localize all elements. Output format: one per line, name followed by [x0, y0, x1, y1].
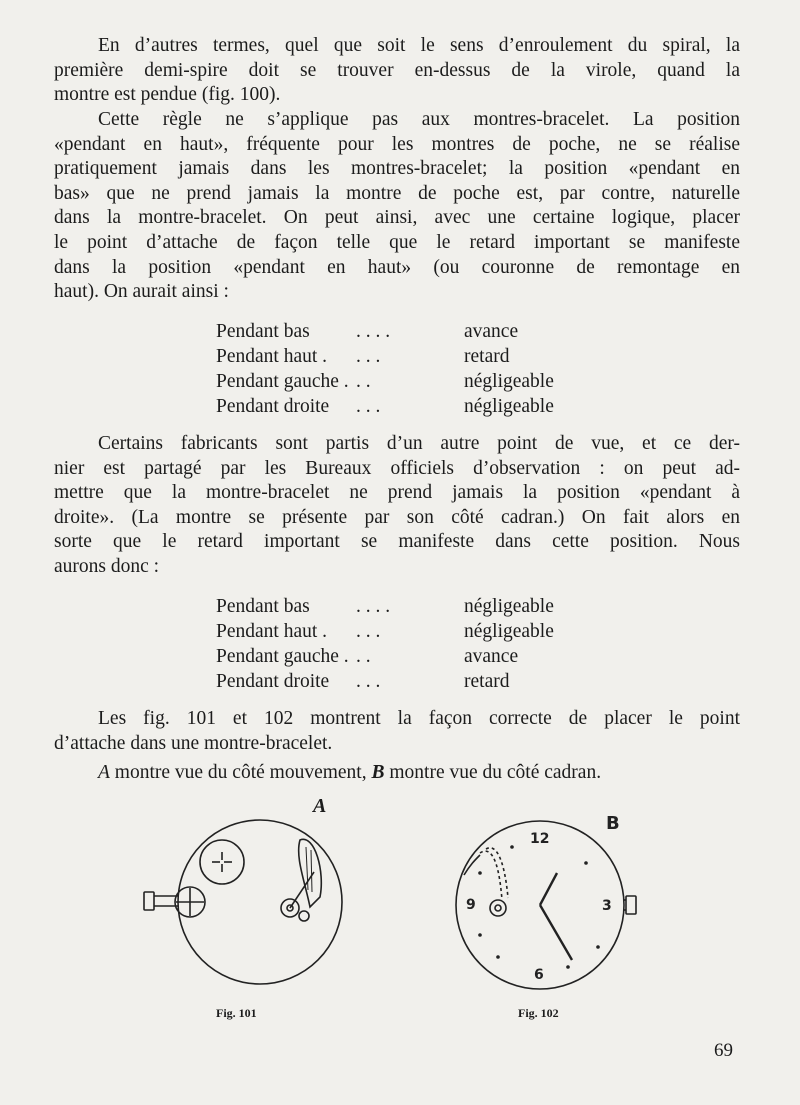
letter-b: B: [371, 762, 385, 783]
row-dots: . .: [356, 646, 371, 667]
text-line: [54, 761, 740, 786]
row-value: retard: [464, 671, 510, 692]
text-line: droite». (La montre se présente par son côté cadran.) On fait alors en: [54, 506, 740, 528]
row-value: négligeable: [464, 621, 554, 642]
table-row: [216, 669, 636, 694]
text-line: sorte que le retard important se manifeste dans cette position. Nous: [54, 531, 740, 553]
row-label: Pendant bas: [216, 596, 310, 617]
table-row: [216, 394, 636, 419]
barrel-wheel: [200, 840, 244, 884]
table-row: [216, 369, 636, 394]
page-number: 69: [714, 1040, 733, 1061]
text-line: aurons donc :: [54, 555, 160, 577]
text-line: «pendant en haut», fréquente pour les montres de poche, ne se réalise: [54, 133, 740, 155]
figure-a-letter: A: [313, 795, 327, 817]
figure-101-movement-view: [140, 812, 380, 992]
paragraph-5: [54, 761, 740, 786]
dial-number-9: 9: [466, 897, 476, 913]
text-line: dans la position «pendant en haut» (ou couronne de remontage en: [54, 256, 740, 278]
row-dots: . . .: [356, 621, 381, 642]
row-dots: . . . .: [356, 596, 391, 617]
row-dots: . . .: [356, 396, 381, 417]
paragraph-3: [54, 432, 740, 580]
row-dots: . . .: [356, 346, 381, 367]
text-line: dans la montre-bracelet. On peut ainsi, avec une certaine logique, placer: [54, 207, 740, 229]
text-line: Certains fabricants sont partis d’un autre point de vue, et ce der-: [98, 433, 740, 454]
row-label: Pendant gauche .: [216, 371, 349, 392]
row-dots: . . . .: [356, 321, 391, 342]
text-line: le point d’attache de façon telle que le retard important se manifeste: [54, 231, 740, 253]
figure-102-caption: Fig. 102: [518, 1006, 559, 1020]
crown: [626, 896, 636, 914]
text-line: haut). On aurait ainsi :: [54, 281, 229, 303]
figure-b-letter: B: [606, 813, 620, 834]
paragraph-2: [54, 108, 740, 305]
position-table-2: [216, 594, 636, 694]
row-value: négligeable: [464, 371, 554, 392]
text-line: montre est pendue (fig. 100).: [54, 84, 281, 106]
row-value: négligeable: [464, 596, 554, 617]
text-line: d’attache dans une montre-bracelet.: [54, 732, 333, 754]
text-span: montre vue du côté cadran.: [384, 762, 602, 783]
row-value: retard: [464, 346, 510, 367]
table-row: [216, 594, 636, 619]
text-line: pratiquement jamais dans les montres-bracelet; la position «pendant en: [54, 158, 740, 180]
text-span: montre vue du côté mouvement,: [109, 762, 372, 783]
balance-cock: [299, 839, 322, 907]
paragraph-1: [54, 34, 740, 108]
text-line: Les fig. 101 et 102 montrent la façon correcte de placer le point: [98, 708, 740, 729]
table-row: [216, 619, 636, 644]
dial-number-6: 6: [534, 967, 544, 983]
row-label: Pendant haut .: [216, 346, 328, 367]
text-line: mettre que la montre-bracelet ne prend jamais la position «pendant à: [54, 482, 740, 504]
table-row: [216, 319, 636, 344]
row-value: négligeable: [464, 396, 554, 417]
row-label: Pendant haut .: [216, 621, 328, 642]
letter-a: A: [98, 762, 110, 783]
text-line: En d’autres termes, quel que soit le sens d’enroulement du spiral, la: [98, 35, 740, 56]
minute-hand: [540, 905, 572, 960]
text-line: première demi-spire doit se trouver en-dessus de la virole, quand la: [54, 59, 740, 81]
table-row: [216, 644, 636, 669]
table-row: [216, 344, 636, 369]
text-line: Cette règle ne s’applique pas aux montres-bracelet. La position: [98, 109, 740, 130]
crown: [144, 892, 154, 910]
row-value: avance: [464, 646, 519, 667]
row-dots: . . .: [356, 671, 381, 692]
paragraph-4: [54, 707, 740, 756]
hour-hand: [540, 873, 557, 905]
row-value: avance: [464, 321, 519, 342]
row-label: Pendant bas: [216, 321, 310, 342]
row-dots: . .: [356, 371, 371, 392]
text-line: bas» que ne prend jamais la montre de poche est, par contre, naturelle: [54, 182, 740, 204]
figure-102-dial-view: [440, 805, 660, 995]
dial-number-12: 12: [530, 831, 550, 847]
row-label: Pendant droite: [216, 396, 330, 417]
text-line: nier est partagé par les Bureaux officiels d’observation : on peut ad-: [54, 457, 740, 479]
row-label: Pendant droite: [216, 671, 330, 692]
position-table-1: [216, 319, 636, 419]
figure-101-caption: Fig. 101: [216, 1006, 257, 1020]
row-label: Pendant gauche .: [216, 646, 349, 667]
dial-number-3: 3: [602, 898, 612, 914]
